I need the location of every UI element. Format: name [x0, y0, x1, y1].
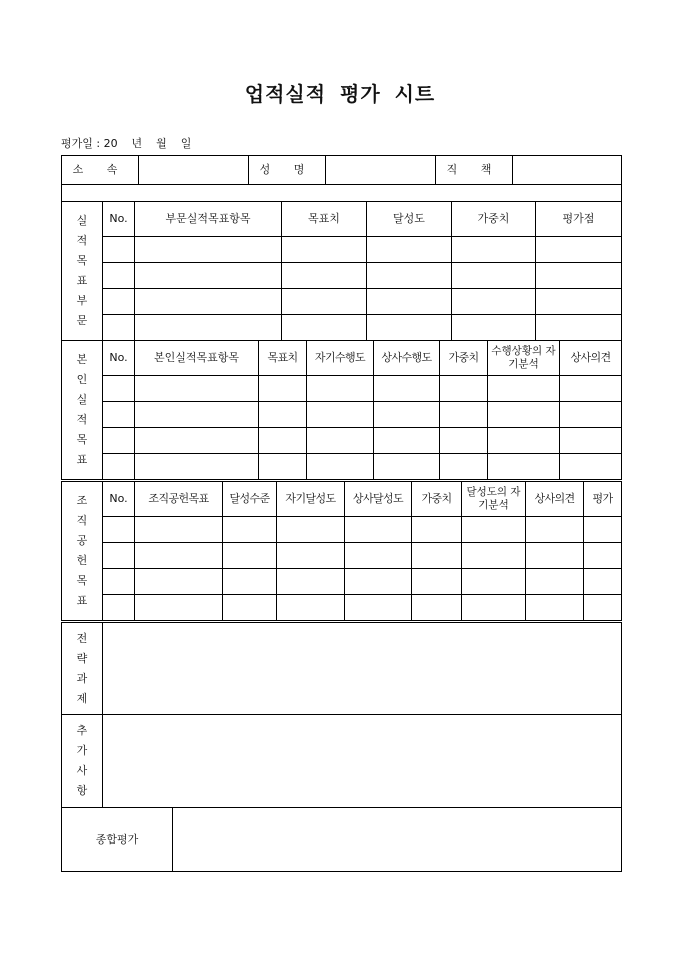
org-col-self-achievement: 자기달성도 [277, 482, 345, 517]
table-row [62, 315, 622, 341]
overall-evaluation-label: 종합평가 [62, 808, 173, 872]
table-row [62, 289, 622, 315]
personal-col-self-performance: 자기수행도 [307, 341, 374, 376]
strategy-field[interactable] [103, 623, 622, 715]
dept-col-weight: 가중치 [452, 202, 536, 237]
personal-col-item: 본인실적목표항목 [135, 341, 259, 376]
personal-col-self-analysis: 수행상황의 자기분석 [488, 341, 560, 376]
org-col-self-analysis: 달성도의 자기분석 [462, 482, 526, 517]
org-col-no: No. [103, 482, 135, 517]
table-row [62, 263, 622, 289]
org-col-supervisor-achievement: 상사달성도 [345, 482, 412, 517]
info-table [61, 155, 622, 202]
dept-col-target: 목표치 [282, 202, 367, 237]
personal-col-supervisor-opinion: 상사의견 [560, 341, 622, 376]
personal-col-supervisor-performance: 상사수행도 [374, 341, 440, 376]
table-row [62, 402, 622, 428]
additional-field[interactable] [103, 715, 622, 808]
position-field[interactable] [513, 156, 622, 185]
page-title: 업적실적 평가 시트 [244, 82, 436, 106]
org-section-label: 조직공헌목표 [62, 482, 103, 621]
table-row [62, 517, 622, 543]
dept-col-item: 부문실적목표항목 [135, 202, 282, 237]
affiliation-field[interactable] [139, 156, 249, 185]
table-row [62, 237, 622, 263]
dept-goal-table [61, 201, 622, 341]
dept-col-score: 평가점 [536, 202, 622, 237]
name-label: 성 명 [249, 156, 326, 185]
evaluation-date: 평가일 : 20 년 월 일 [61, 137, 192, 150]
personal-col-target: 목표치 [259, 341, 307, 376]
position-label: 직 책 [436, 156, 513, 185]
name-field[interactable] [326, 156, 436, 185]
org-col-evaluation: 평가 [584, 482, 622, 517]
personal-col-weight: 가중치 [440, 341, 488, 376]
table-row [62, 543, 622, 569]
org-col-weight: 가중치 [412, 482, 462, 517]
overall-evaluation-field[interactable] [173, 808, 622, 872]
affiliation-label: 소 속 [62, 156, 139, 185]
org-goal-table [61, 481, 622, 621]
additional-section-label: 추가사항 [62, 715, 103, 808]
personal-goal-table [61, 340, 622, 480]
table-row [62, 428, 622, 454]
strategy-section-label: 전략과제 [62, 623, 103, 715]
table-row [62, 454, 622, 480]
spacer-row [62, 185, 622, 202]
org-col-supervisor-opinion: 상사의견 [526, 482, 584, 517]
personal-section-label: 본인실적목표 [62, 341, 103, 480]
org-col-level: 달성수준 [223, 482, 277, 517]
dept-section-label: 실적목표부문 [62, 202, 103, 341]
dept-col-no: No. [103, 202, 135, 237]
table-row [62, 376, 622, 402]
table-row [62, 569, 622, 595]
table-row [62, 595, 622, 621]
org-col-item: 조직공헌목표 [135, 482, 223, 517]
summary-table [61, 622, 622, 872]
personal-col-no: No. [103, 341, 135, 376]
dept-col-achievement: 달성도 [367, 202, 452, 237]
